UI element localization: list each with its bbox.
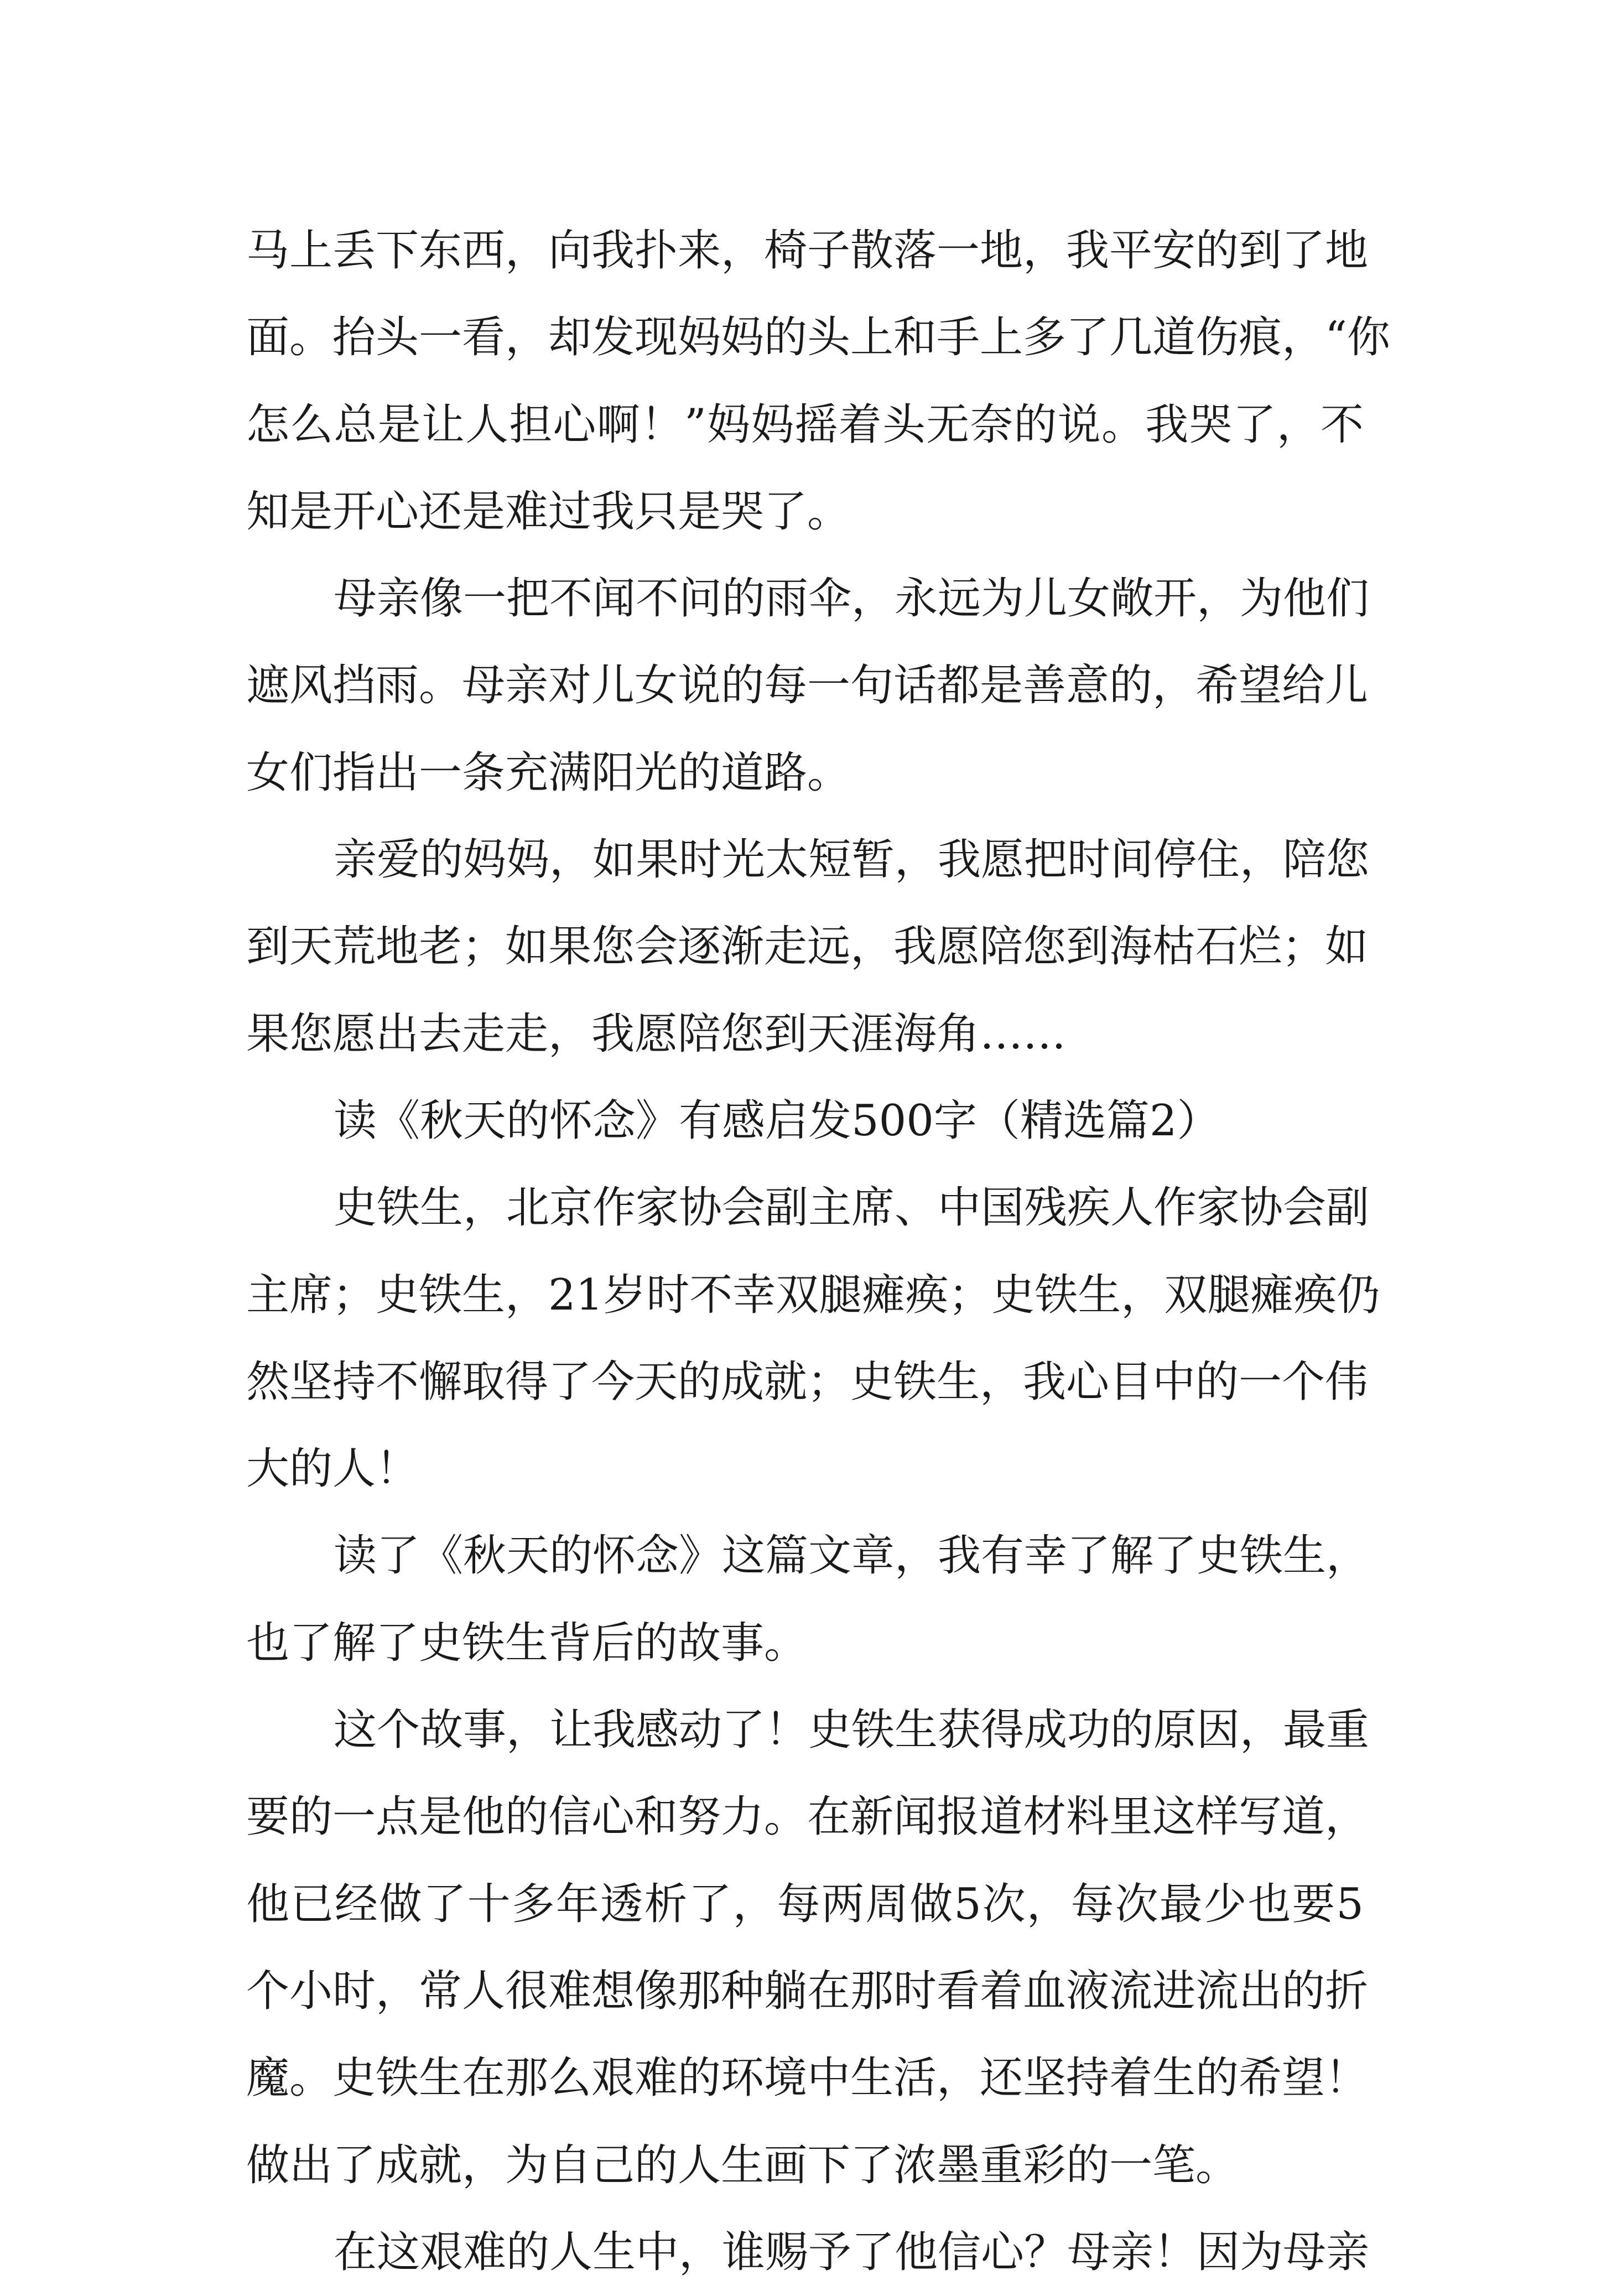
paragraph-first-line: 母亲像一把不闻不问的雨伞，永远为儿女敞开，为他们 bbox=[334, 574, 1370, 624]
text-line: 做出了成就，为自己的人生画下了浓墨重彩的一笔。 bbox=[246, 2140, 1239, 2190]
paragraph-first-line: 读了《秋天的怀念》这篇文章，我有幸了解了史铁生， bbox=[334, 1531, 1370, 1581]
paragraph-first-line: 这个故事，让我感动了！史铁生获得成功的原因，最重 bbox=[334, 1705, 1370, 1755]
text-line: 女们指出一条充满阳光的道路。 bbox=[246, 747, 851, 798]
paragraph-first-line: 史铁生，北京作家协会副主席、中国残疾人作家协会副 bbox=[334, 1183, 1370, 1233]
paragraph-first-line: 在这艰难的人生中，谁赐予了他信心？母亲！因为母亲 bbox=[334, 2227, 1370, 2277]
text-line: 主席；史铁生，21岁时不幸双腿瘫痪；史铁生，双腿瘫痪仍 bbox=[246, 1270, 1380, 1320]
document-body bbox=[246, 207, 1390, 2296]
text-line: 然坚持不懈取得了今天的成就；史铁生，我心目中的一个伟 bbox=[246, 1357, 1369, 1407]
text-line: 个小时，常人很难想像那种躺在那时看着血液流进流出的折 bbox=[246, 1966, 1369, 2016]
text-line: 大的人！ bbox=[246, 1444, 419, 1494]
text-line: 要的一点是他的信心和努力。在新闻报道材料里这样写道， bbox=[246, 1792, 1369, 1842]
text-line: 他已经做了十多年透析了，每两周做5次，每次最少也要5 bbox=[246, 1879, 1364, 1929]
text-line: 魔。史铁生在那么艰难的环境中生活，还坚持着生的希望！ bbox=[246, 2053, 1369, 2103]
text-line: 面。抬头一看，却发现妈妈的头上和手上多了几道伤痕，“你 bbox=[246, 313, 1390, 363]
text-line: 知是开心还是难过我只是哭了。 bbox=[246, 486, 851, 537]
text-line: 遮风挡雨。母亲对儿女说的每一句话都是善意的，希望给儿 bbox=[246, 661, 1369, 711]
text-line: 也了解了史铁生背后的故事。 bbox=[246, 1618, 808, 1668]
text-line: 果您愿出去走走，我愿陪您到天涯海角…… bbox=[246, 1009, 1067, 1059]
text-line: 到天荒地老；如果您会逐渐走远，我愿陪您到海枯石烂；如 bbox=[246, 922, 1369, 972]
section-heading: 读《秋天的怀念》有感启发500字（精选篇2） bbox=[334, 1095, 1220, 1146]
paragraph-first-line: 亲爱的妈妈，如果时光太短暂，我愿把时间停住，陪您 bbox=[334, 835, 1370, 885]
text-line: 怎么总是让人担心啊！”妈妈摇着头无奈的说。我哭了，不 bbox=[246, 399, 1364, 450]
text-line: 马上丢下东西，向我扑来，椅子散落一地，我平安的到了地 bbox=[246, 226, 1369, 276]
